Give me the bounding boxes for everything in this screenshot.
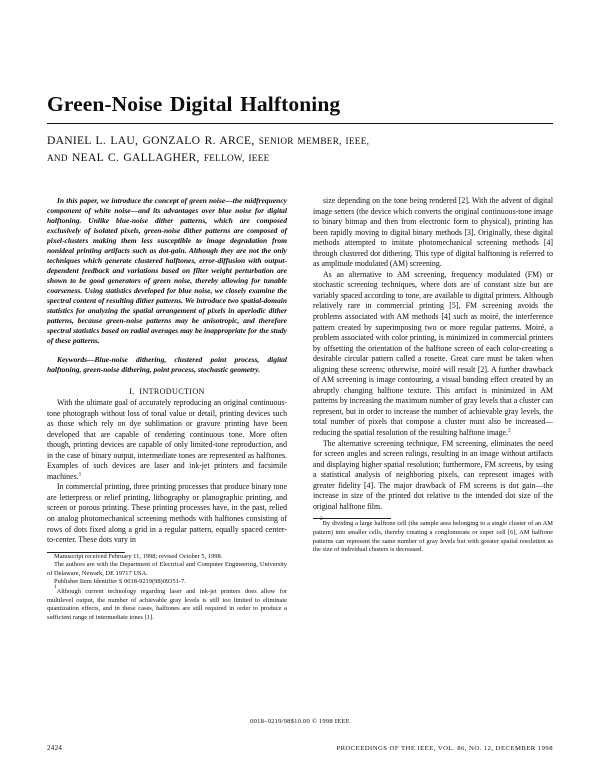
footnote-note-1-text: Although current technology regarding laser and ink-jet printers does allow for multilevel output, the number of achievable gray levels is still too limited to eliminate quantization effects, and in these cases, halftones are still required in order to produce a sufficient range of intermediate tones [1]. (47, 587, 287, 621)
section-number: I. (129, 387, 135, 396)
right-paragraph-1: size depending on the tone being rendered [2]. With the advent of digital image setters (the device which converts the original continuous-tone image to binary bitmap and then from electronic form to physical), printing has been rapidly moving to digital binary methods [3]. Originally, these digital methods attempted to imitate photomechanical screening methods [4] through clustered dot dithering. This type of digital halftoning is referred to as amplitude modulated (AM) screening. (313, 196, 553, 269)
title-block (47, 92, 553, 167)
footnote-block-left (47, 552, 287, 623)
footnote-note-1 (47, 583, 287, 622)
left-paragraph-1 (47, 398, 287, 482)
left-paragraph-2: In commercial printing, three printing processes that produce binary tone are letterpress or relief printing, lithography or planographic printing, and screen or porous printing. These printing processes have, in the past, relied on analog photomechanical screening methods with halftones consisting of rows of dots fixed along a grid in a regular pattern, equally spaced center-to-center. These dots vary in (47, 482, 287, 545)
right-paragraph-2 (313, 270, 553, 439)
page-number: 2424 (47, 744, 63, 752)
body-columns (47, 196, 553, 706)
footnote-number-1: 1 (54, 583, 57, 590)
right-paragraph-3: The alternative screening technique, FM screening, eliminates the need for screen angles and screen rulings, resulting in an image without artifacts and displaying higher spatial resolution; furthermore, FM screens, by using a statistical analysis of neighboring pixels, can represent images with greater fidelity [4]. The major drawback of FM screens is dot gain—the increase in size of the printed dot relative to the intended dot size of the original halftone film. (313, 438, 553, 511)
footnote-ref-2: 2 (507, 427, 511, 434)
right-paragraph-2-text: As an alternative to AM screening, frequency modulated (FM) or stochastic screening techniques, where dots are of constant size but are variably spaced according to tone, are available to digital printers. Although relatively rare in commercial printing [5], FM screening avoids the problems associated with AM methods [4] such as moiré, the interference pattern created by superimposing two or more regular patterns. Moiré, a problem associated with color printing, is minimized in commercial printers by offsetting the orientation of the halftone screen of each color-creating a desirable circular pattern called a rosette. Great care must be taken when aligning these screens; otherwise, moiré will result [2]. A further drawback of AM screening is image contouring, a visual banding effect created by an abruptly changing halftone texture. This artifact is minimized in AM patterns by increasing the maximum number of gray levels that a cluster can represent, but in order to increase the number of achievable gray levels, the total number of pixels that compose a cluster must also be increased—reducing the spatial resolution of the resulting halftone image. (313, 269, 553, 438)
author-role-line-1: SENIOR MEMBER, IEEE, (258, 136, 370, 147)
footnote-affiliation: The authors are with the Department of Electrical and Computer Engineering, University of Delaware, Newark, DE 19717 USA. (47, 561, 287, 577)
page-title: Green-Noise Digital Halftoning (47, 92, 341, 116)
page-footer (47, 744, 553, 752)
footnote-ref-1: 1 (78, 471, 82, 478)
left-column (47, 196, 287, 622)
footnote-note-2 (313, 516, 553, 554)
footnote-publisher-id: Publisher Item Identifier S 0018-9219(98)09351-7. (54, 578, 186, 586)
right-column (313, 196, 553, 555)
abstract-paragraph: In this paper, we introduce the concept of green noise—the midfrequency component of white noise—and its advantages over blue noise for digital halftoning. Unlike blue-noise dither patterns, which are composed exclusively of isolated pixels, green-noise dither patterns are composed of pixel-clusters making them less susceptible to image degradation from nonideal printing artifacts such as dot-gain. Although they are not the only techniques which generate clustered halftones, error-diffusion with output-dependent feedback and variations based on filter weight perturbation are shown to be good generators of green noise, thereby allowing for tunable coarseness. Using statistics developed for blue noise, we closely examine the spectral content of resulting dither patterns. We introduce two spatial-domain statistics for analyzing the spatial arrangement of pixels in aperiodic dither patterns, because green-noise patterns may be anisotropic, and therefore spectral statistics based on radial averages may be inappropriate for the study of these patterns. (47, 196, 287, 345)
author-list (47, 133, 553, 167)
author-names-line-2: NEAL C. GALLAGHER, (72, 150, 200, 164)
author-names-line-1: DANIEL L. LAU, GONZALO R. ARCE, (47, 134, 255, 148)
copyright-line: 0018–9219/98$10.00 © 1998 IEEE (250, 718, 350, 725)
keywords-label: Keywords— (57, 355, 95, 364)
left-paragraph-1-text: With the ultimate goal of accurately reproducing an original continuous-tone photograph without loss of tonal value or detail, printing devices such as those which rely on dye sublimation or gravure printing have been developed that are capable of rendering continuous tone. More often though, printing devices are capable of only limited-tone reproduction, and in the case of binary output, intermediate tones are represented as halftones. Examples of such devices are laser and ink-jet printers and facsimile machines. (47, 398, 287, 481)
section-title: INTRODUCTION (139, 387, 205, 396)
footnote-block-right (313, 518, 553, 554)
section-heading-introduction (47, 387, 287, 396)
keywords-text: Blue-noise dithering, clustered point process, digital halftoning, green-noise dithering, point process, stochastic geometry. (47, 355, 287, 374)
footnote-number-2: 2 (320, 516, 323, 523)
author-conjunction: AND (47, 152, 68, 163)
footnote-manuscript: Manuscript received February 11, 1998; revised October 5, 1998. (54, 552, 223, 560)
title-divider (47, 123, 553, 124)
footnote-note-2-text: By dividing a large halftone cell (the sample area belonging to a single cluster of an AM pattern) into smaller cells, thereby creating a conglomerate or super cell [6], AM halftone patterns can represent the same number of gray levels but with greater spatial resolution as the size of individual clusters is decreased. (313, 520, 553, 554)
author-role-line-2: FELLOW, IEEE (203, 152, 270, 163)
keywords-paragraph (47, 355, 287, 375)
journal-citation: PROCEEDINGS OF THE IEEE, VOL. 86, NO. 12, DECEMBER 1998 (336, 745, 553, 752)
